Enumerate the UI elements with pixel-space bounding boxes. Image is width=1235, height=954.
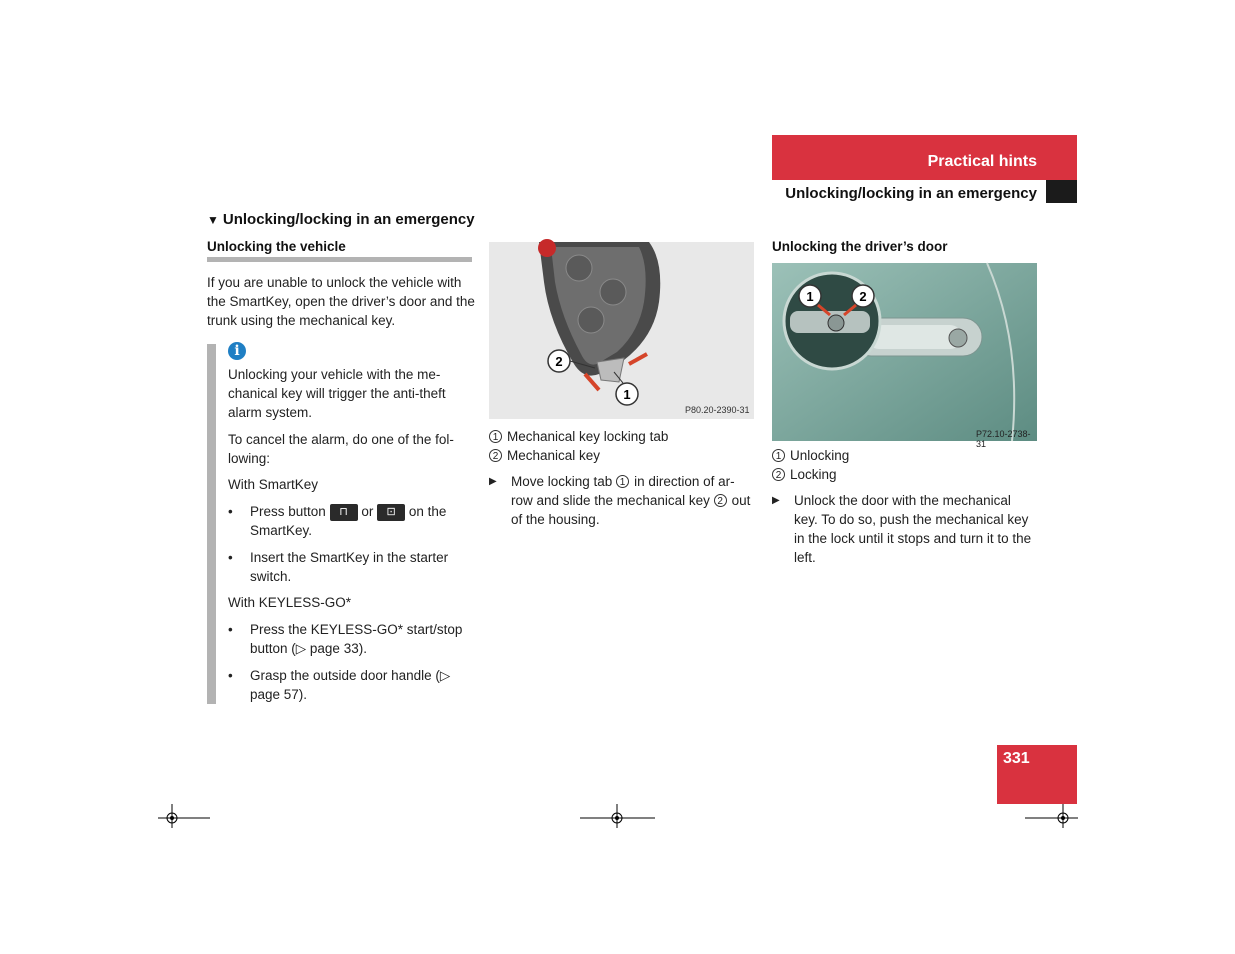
instruction: [772, 491, 1037, 567]
list-item: [228, 620, 473, 658]
bullet: •: [228, 668, 233, 683]
b1-mid: or: [361, 504, 374, 519]
smartkey-drawing: [489, 242, 754, 419]
legend-item: [489, 446, 754, 465]
b3-text: Press the KEYLESS-GO* start/stop button (▷ page 33).: [250, 622, 463, 656]
section-heading-text: Unlocking/locking in an emergency: [222, 211, 475, 228]
svg-text:2: 2: [555, 354, 563, 369]
heading-rule: [207, 257, 472, 262]
b2-text: Insert the SmartKey in the starter switch.: [250, 550, 449, 584]
col1-intro: If you are unable to unlock the vehicle with the SmartKey, open the driver’s door and the trunk using the mechanical key.: [207, 275, 475, 328]
legend-num: 1: [772, 449, 785, 462]
note-with-smartkey: With SmartKey: [228, 477, 319, 492]
note-with-keyless: With KEYLESS-GO*: [228, 595, 352, 610]
triangle-down-icon: ▼: [207, 213, 219, 227]
bullet: •: [228, 622, 233, 637]
instr-num1: 1: [616, 475, 629, 488]
legend-num: 2: [489, 449, 502, 462]
note-body: [228, 365, 473, 704]
legend-item: [772, 465, 1037, 484]
list-item: [228, 502, 473, 540]
arrow-right-icon: ▶: [772, 495, 780, 506]
b4-text: Grasp the outside door handle (▷ page 57).: [250, 668, 451, 702]
legend-item: [489, 427, 754, 446]
legend-label: Mechanical key: [507, 448, 601, 463]
legend-label: Unlocking: [790, 448, 850, 463]
b1-pre: Press button: [250, 504, 326, 519]
instruction-text: Unlock the door with the mechanical key. To do so, push the mechanical key in the lock until it stops and turn it to the left.: [794, 493, 1032, 565]
crop-mark-icon: [575, 800, 665, 830]
svg-text:2: 2: [859, 289, 867, 304]
legend-num: 1: [489, 430, 502, 443]
door-handle-illustration: [772, 263, 1037, 449]
col3-heading: Unlocking the driver’s door: [772, 239, 948, 254]
svg-text:1: 1: [623, 387, 631, 402]
image-code: P80.20-2390-31: [685, 405, 750, 415]
legend-num: 2: [772, 468, 785, 481]
image-code: P72.10-2738-31: [976, 429, 1031, 449]
bullet: •: [228, 550, 233, 565]
section-tab-title: Practical hints: [927, 153, 1037, 170]
legend-label: Locking: [790, 467, 837, 482]
subsection-marker: [1046, 180, 1077, 203]
svg-text:1: 1: [806, 289, 814, 304]
note-bar: [207, 344, 216, 704]
lock-button-icon: ⊡: [377, 504, 405, 521]
note-p1: Unlocking your vehicle with the me-chanical key will trigger the anti-theft alarm system.: [228, 367, 446, 420]
door-handle-drawing: [772, 263, 1037, 441]
bullet: •: [228, 504, 233, 519]
arrow-right-icon: ▶: [489, 476, 497, 487]
instr-c: out of the housing.: [511, 493, 751, 527]
crop-mark-icon: [1020, 800, 1090, 830]
instr-num2: 2: [714, 494, 727, 507]
b1-post: on the SmartKey.: [250, 504, 447, 538]
unlock-button-icon: ⊓: [330, 504, 358, 521]
col3-legend: [772, 446, 1037, 567]
info-icon: i: [228, 342, 246, 360]
legend-item: [772, 446, 1037, 465]
legend-label: Mechanical key locking tab: [507, 429, 669, 444]
crop-mark-icon: [150, 800, 220, 830]
subsection-title: Unlocking/locking in an emergency: [785, 185, 1037, 202]
instruction: [489, 472, 754, 529]
instr-b: in direction of ar-row and slide the mechanical key: [511, 474, 735, 508]
smartkey-illustration: [489, 242, 754, 419]
col1-heading: Unlocking the vehicle: [207, 239, 346, 254]
instr-a: Move locking tab: [511, 474, 613, 489]
col2-legend: [489, 427, 754, 529]
page-number: 331: [1003, 750, 1030, 767]
list-item: [228, 666, 473, 704]
section-heading: [207, 211, 475, 228]
list-item: [228, 548, 473, 586]
note-p2: To cancel the alarm, do one of the fol-lowing:: [228, 432, 454, 466]
